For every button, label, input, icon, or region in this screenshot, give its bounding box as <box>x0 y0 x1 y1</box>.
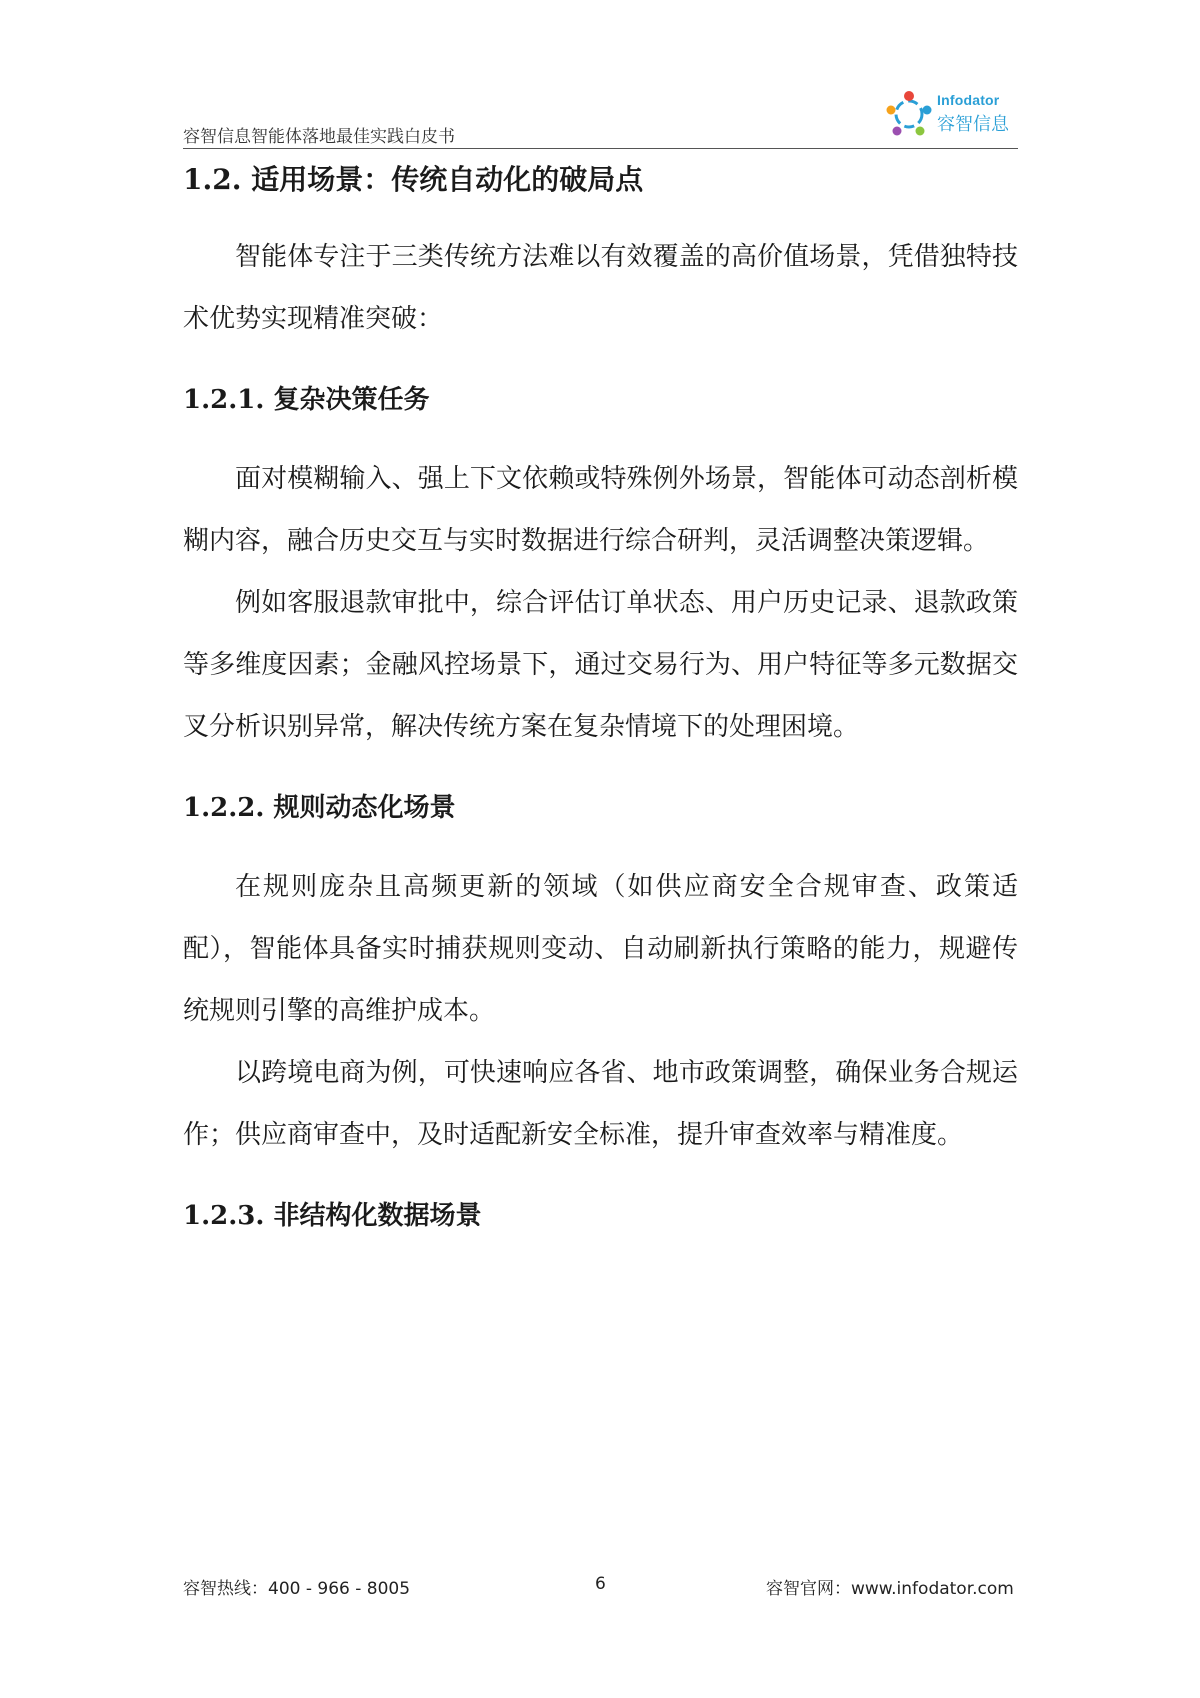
section-heading: 1.2. 适用场景：传统自动化的破局点 <box>183 163 644 196</box>
intro-paragraph: 智能体专注于三类传统方法难以有效覆盖的高价值场景，凭借独特技术优势实现精准突破： <box>183 242 1018 334</box>
paragraph: 面对模糊输入、强上下文依赖或特殊例外场景，智能体可动态剖析模糊内容，融合历史交互与实时数据进行综合研判，灵活调整决策逻辑。 <box>183 464 1018 556</box>
footer-website: 容智官网：www.infodator.com <box>766 1579 1014 1599</box>
footer-hotline: 容智热线：400 - 966 - 8005 <box>183 1579 411 1599</box>
document-title: 容智信息智能体落地最佳实践白皮书 <box>183 127 455 147</box>
company-logo <box>885 88 1020 144</box>
page-content <box>183 160 1018 1236</box>
infodator-logo-icon <box>885 90 933 138</box>
logo-name-cn: 容智信息 <box>937 114 1009 135</box>
logo-name-en: Infodator <box>937 92 1000 108</box>
paragraph: 以跨境电商为例，可快速响应各省、地市政策调整，确保业务合规运作；供应商审查中，及时适配新安全标准，提升审查效率与精准度。 <box>183 1058 1018 1150</box>
paragraph: 在规则庞杂且高频更新的领域（如供应商安全合规审查、政策适配），智能体具备实时捕获规则变动、自动刷新执行策略的能力，规避传统规则引擎的高维护成本。 <box>183 872 1018 1026</box>
page-number: 6 <box>595 1574 606 1594</box>
header-divider <box>183 148 1018 149</box>
subsection-heading-2: 1.2.2. 规则动态化场景 <box>183 793 456 823</box>
subsection-heading-3: 1.2.3. 非结构化数据场景 <box>183 1201 482 1231</box>
subsection-heading-1: 1.2.1. 复杂决策任务 <box>183 385 430 415</box>
paragraph: 例如客服退款审批中，综合评估订单状态、用户历史记录、退款政策等多维度因素；金融风控场景下，通过交易行为、用户特征等多元数据交叉分析识别异常，解决传统方案在复杂情境下的处理困境。 <box>183 588 1018 742</box>
